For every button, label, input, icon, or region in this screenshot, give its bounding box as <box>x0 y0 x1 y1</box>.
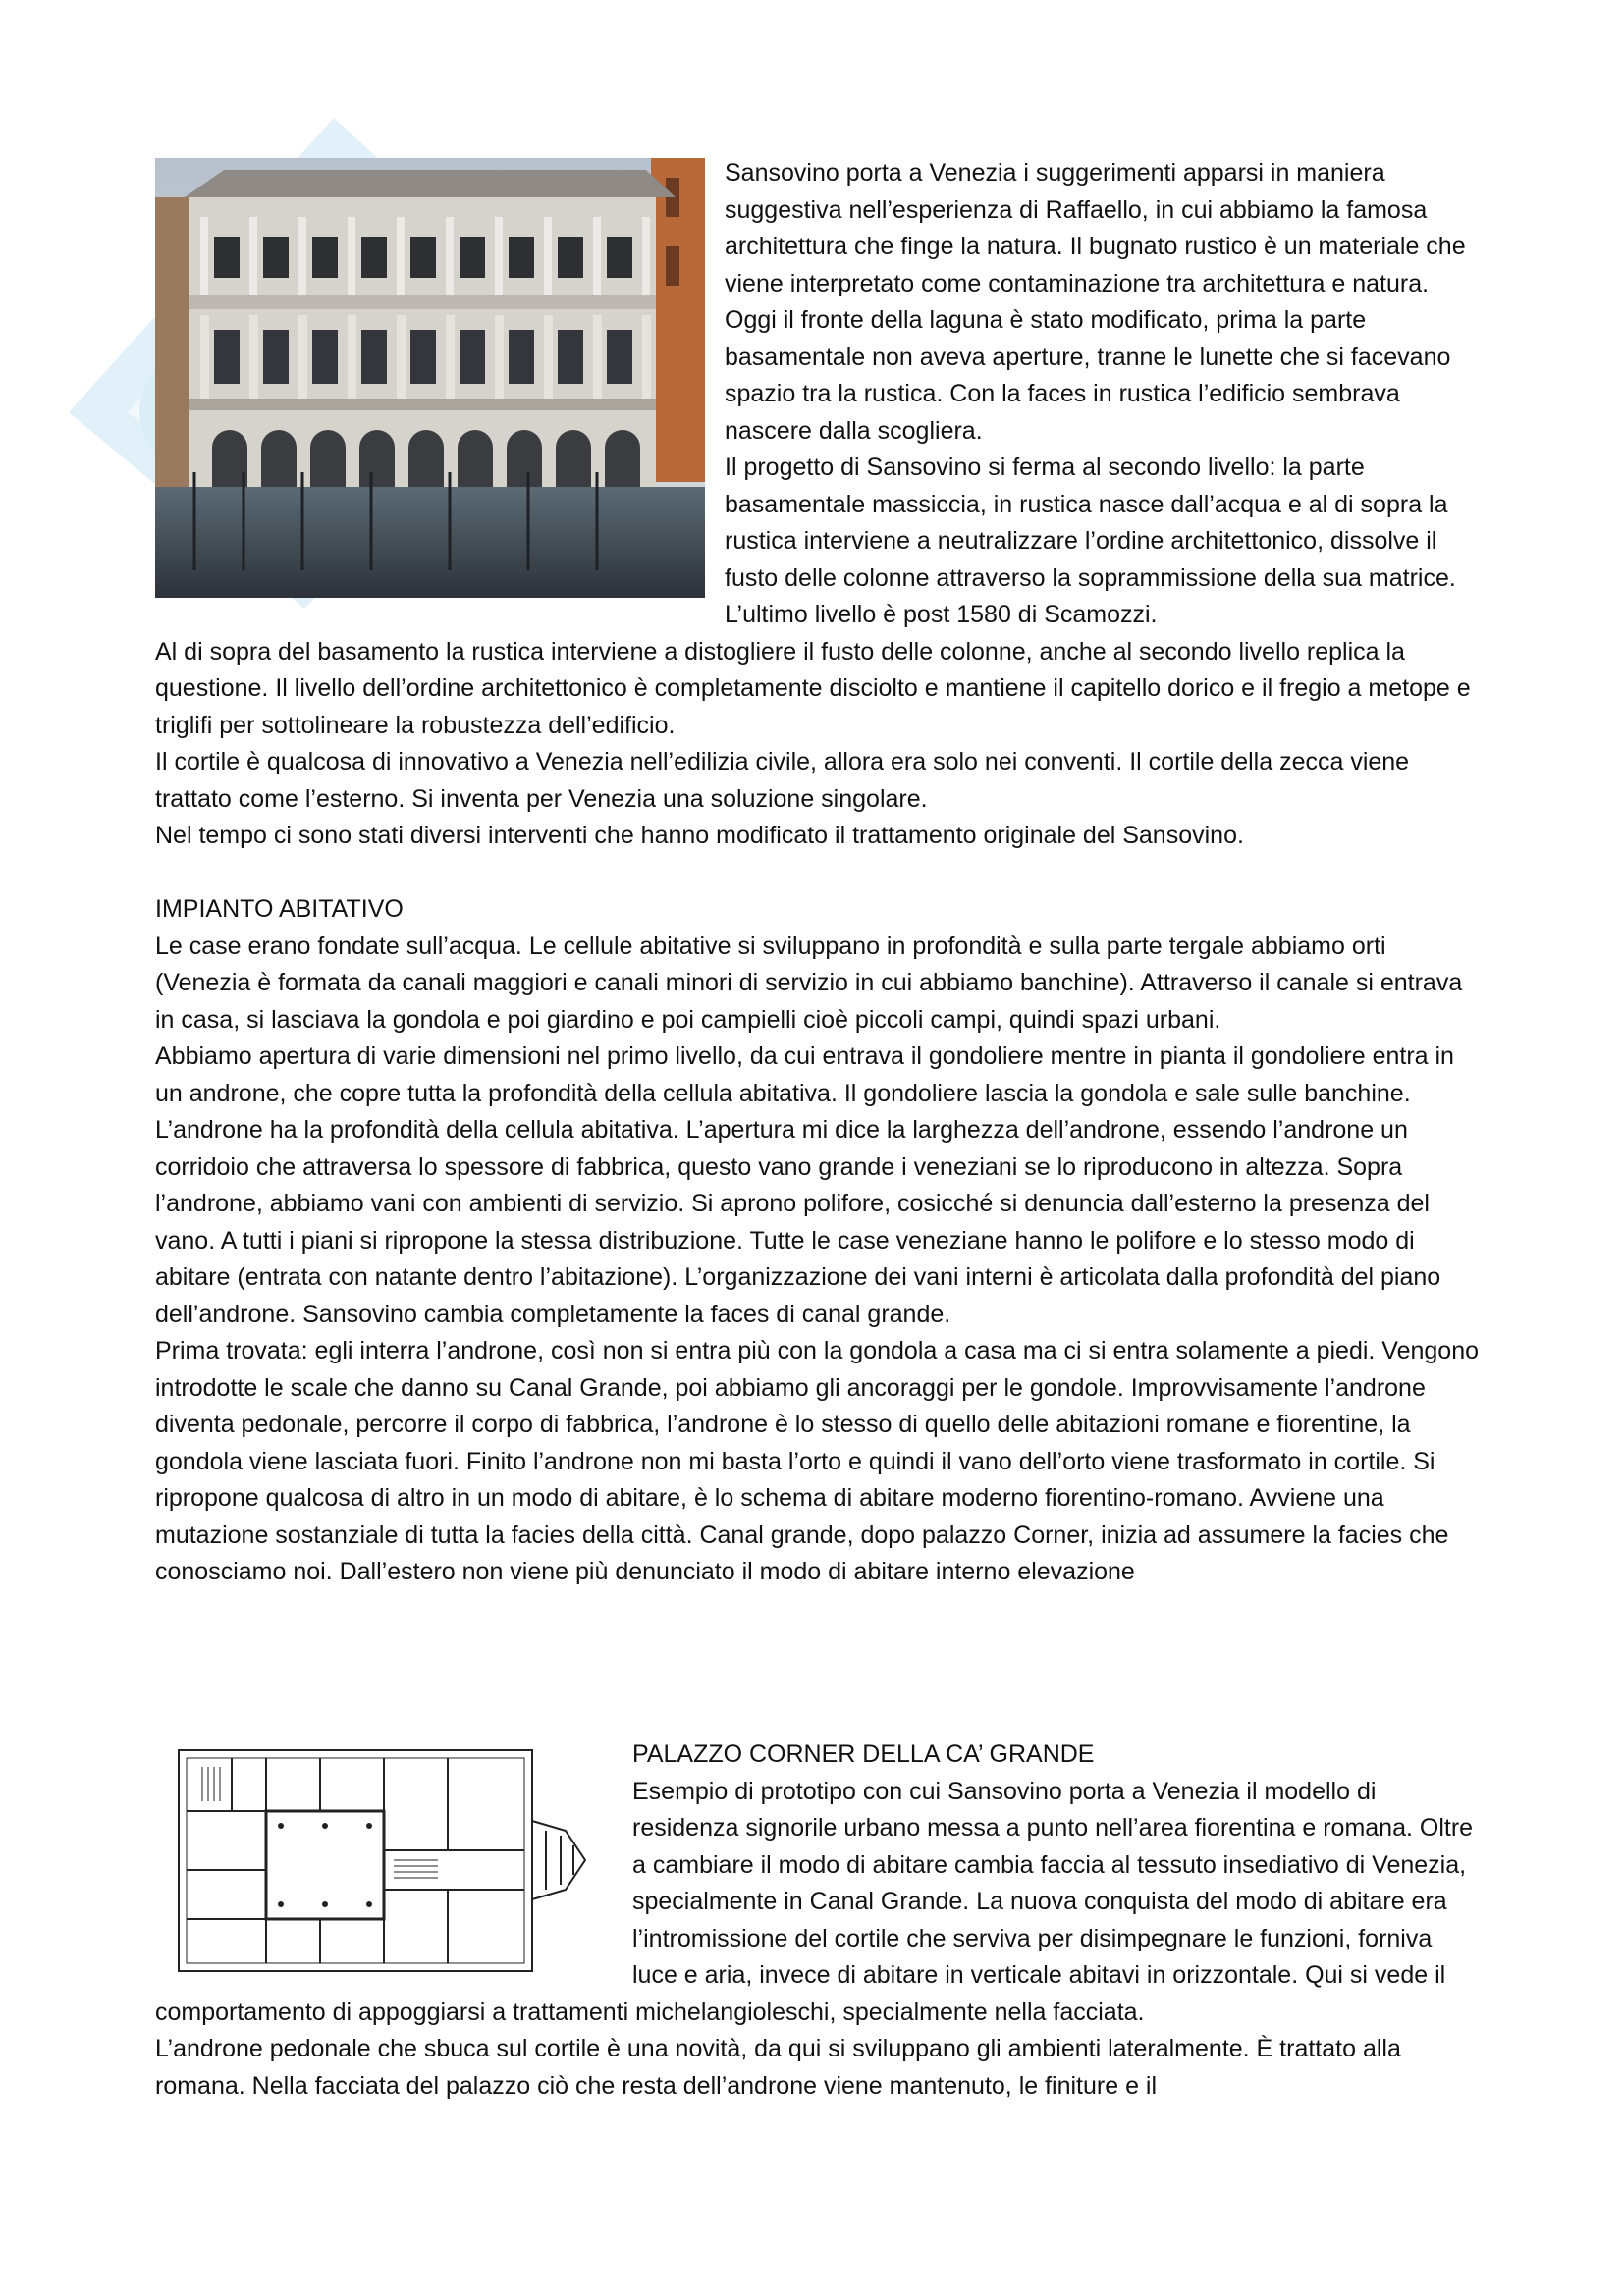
paragraph: Il cortile è qualcosa di innovativo a Venezia nell’edilizia civile, allora era solo nei conventi. Il cortile della zecca viene trattato come l’esterno. Si inventa per Venezia una soluzione singolare. <box>155 748 1410 813</box>
section-heading: PALAZZO CORNER DELLA CA’ GRANDE <box>632 1740 1095 1768</box>
paragraph: L’androne pedonale che sbuca sul cortile è una novità, da qui si sviluppano gli ambienti lateralmente. È trattato alla romana. Nella facciata del palazzo ciò che resta dell’androne viene mantenuto, le finiture e il <box>155 2035 1401 2100</box>
paragraph: Abbiamo apertura di varie dimensioni nel primo livello, da cui entrava il gondoliere mentre in pianta il gondoliere entra in un androne, che copre tutta la profondità della cellula abitativa. Il gondoliere lascia la gondola e sale sulle banchine. L’androne ha la profondità della cellula abitativa. L’apertura mi dice la larghezza dell’androne, essendo l’androne un corridoio che attraversa lo spessore di fabbrica, questo vano grande i veneziani se lo riproducono in altezza. Sopra l’androne, abbiamo vani con ambienti di servizio. Si aprono polifore, cosicché si denuncia dall’esterno la presenza del vano. A tutti i piani si ripropone la stessa distribuzione. Tutte le case veneziane hanno le polifore e lo stesso modo di abitare (entrata con natante dentro l’abitazione). L’organizzazione dei vani interni è articolata dalla profondità del piano dell’androne. Sansovino cambia completamente la faces di canal grande. <box>155 1042 1454 1328</box>
text-block-main <box>155 155 1481 1591</box>
paragraph: Le case erano fondate sull’acqua. Le cellule abitative si sviluppano in profondità e sulla parte tergale abbiamo orti (Venezia è formata da canali maggiori e canali minori di servizio in cui abbiamo banchine). Attraverso il canale si entrava in casa, si lasciava la gondola e poi giardino e poi campielli cioè piccoli campi, quindi spazi urbani. <box>155 932 1463 1034</box>
section-heading: IMPIANTO ABITATIVO <box>155 895 404 923</box>
paragraph: Al di sopra del basamento la rustica interviene a distogliere il fusto delle colonne, anche al secondo livello replica la questione. Il livello dell’ordine architettonico è completamente disciolto e mantiene il capitello dorico e il fregio a metope e triglifi per sottolineare la robustezza dell’edificio. <box>155 637 1471 739</box>
paragraph: Prima trovata: egli interra l’androne, così non si entra più con la gondola a casa ma ci si entra solamente a piedi. Vengono introdotte le scale che danno su Canal Grande, poi abbiamo gli ancoraggi per le gondole. Improvvisamente l’androne diventa pedonale, percorre il corpo di fabbrica, l’androne è lo stesso di quello delle abitazioni romane e fiorentine, la gondola viene lasciata fuori. Finito l’androne non mi basta l’orto e quindi il vano dell’orto viene trasformato in cortile. Si ripropone qualcosa di altro in un modo di abitare, è lo schema di abitare moderno fiorentino-romano. Avviene una mutazione sostanziale di tutta la facies della città. Canal grande, dopo palazzo Corner, inizia ad assumere la facies che conosciamo noi. Dall’estero non viene più denunciato il modo di abitare interno elevazione <box>155 1337 1480 1585</box>
facade-photo <box>155 158 705 598</box>
paragraph: Il progetto di Sansovino si ferma al secondo livello: la parte basamentale massiccia, in rustica nasce dall’acqua e al di sopra la rustica interviene a neutralizzare l’ordine architettonico, dissolve il fusto delle colonne attraverso la soprammissione della sua matrice. L’ultimo livello è post 1580 di Scamozzi. <box>725 454 1456 628</box>
paragraph: Nel tempo ci sono stati diversi interventi che hanno modificato il trattamento originale del Sansovino. <box>155 822 1244 849</box>
floor-plan-drawing <box>173 1742 593 1986</box>
paragraph: Esempio di prototipo con cui Sansovino porta a Venezia il modello di residenza signorile urbano messa a punto nell’area fiorentina e romana. Oltre a cambiare il modo di abitare cambia faccia al tessuto insediativo di Venezia, specialmente in Canal Grande. La nuova conquista del modo di abitare era l’intromissione del cortile che serviva per disimpegnare le funzioni, forniva luce e aria, invece di abitare in verticale abitavi in orizzontale. Qui si vede il comportamento di appoggiarsi a trattamenti michelangioleschi, specialmente nella facciata. <box>155 1777 1474 2026</box>
spacer <box>155 855 1481 892</box>
paragraph: Sansovino porta a Venezia i suggerimenti apparsi in maniera suggestiva nell’esperienza di Raffaello, in cui abbiamo la famosa architettura che finge la natura. Il bugnato rustico è un materiale che viene interpretato come contaminazione tra architettura e natura. Oggi il fronte della laguna è stato modificato, prima la parte basamentale non aveva aperture, tranne le lunette che si facevano spazio tra la rustica. Con la faces in rustica l’edificio sembrava nascere dalla scogliera. <box>725 159 1466 445</box>
text-block-palazzo <box>155 1736 1481 2105</box>
